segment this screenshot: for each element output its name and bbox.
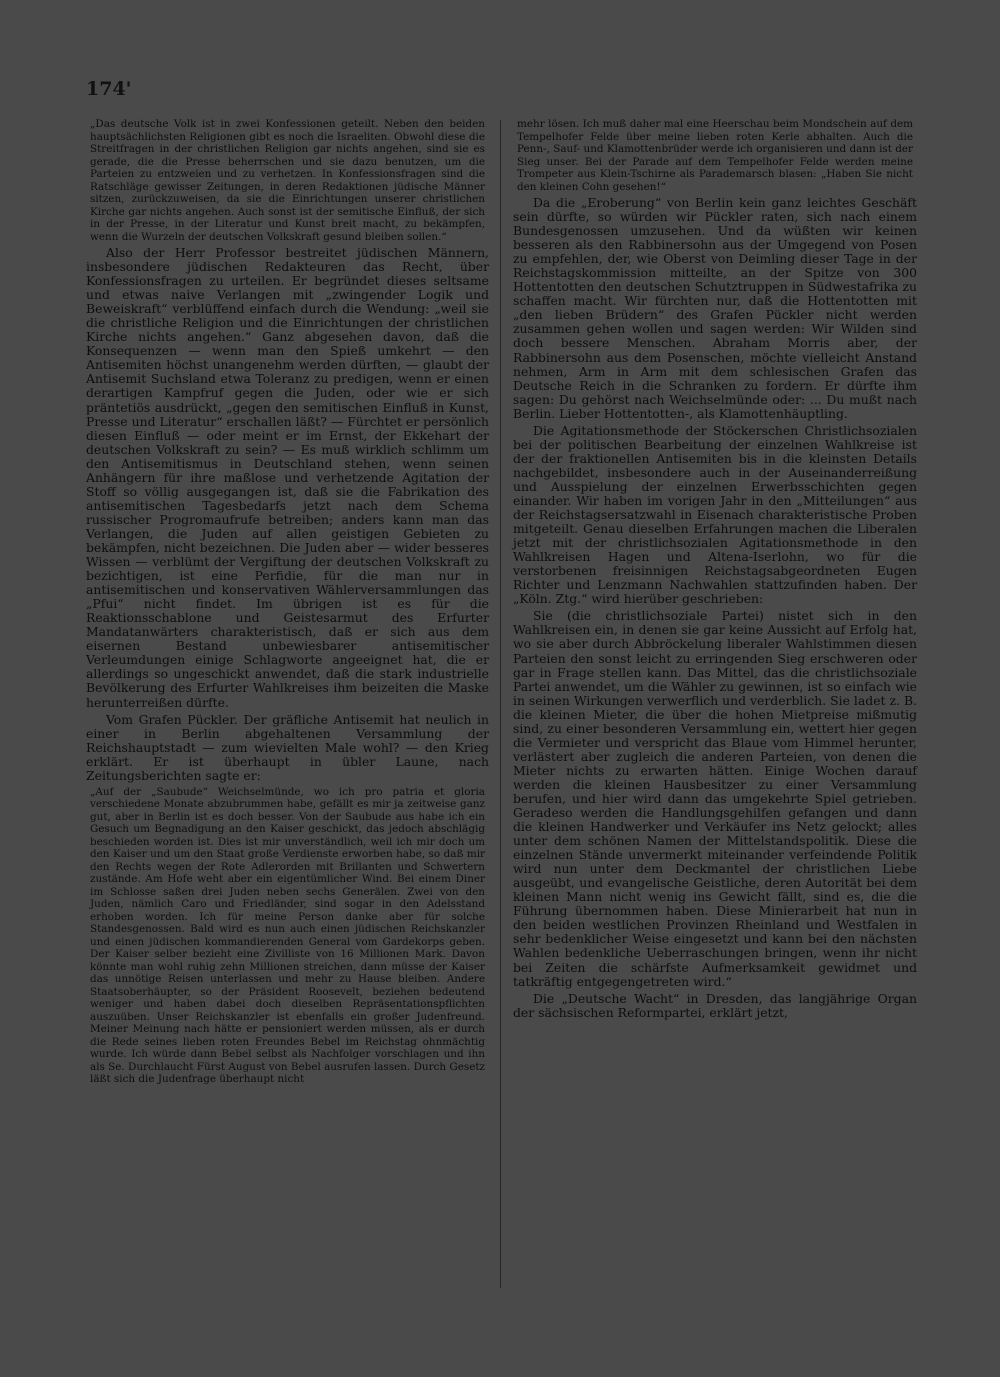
body-paragraph: Also der Herr Professor bestreitet jüdischen Männern, insbesondere jüdischen Redakteuren das Recht, über Konfessionsfragen zu urteilen. Er begründet dieses seltsame und etwas naive Verlangen mit „zwingender Logik und Beweiskraft“ verblüffend einfach durch die Wendung: „weil sie die christliche Religion und die Einrichtungen der christlichen Kirche nichts angehen.“ Ganz abgesehen davon, daß die Konsequenzen — wenn man den Spieß umkehrt — den Antisemiten höchst unangenehm werden dürften, — glaubt der Antisemit Suchsland etwa Toleranz zu predigen, wenn er einen derartigen Kampfruf gegen die Juden, oder wie er sich präntetiös ausdrückt, „gegen den semitischen Einfluß in Kunst, Presse und Literatur“ erschallen läßt? — Fürchtet er persönlich diesen Einfluß — oder meint er im Ernst, der Ekkehart der deutschen Volkskraft zu sein? — Es muß wirklich schlimm um den Antisemitismus in Deutschland stehen, wenn seinen Anhängern für ihre maßlose und verhetzende Agitation der Stoff so völlig ausgegangen ist, daß sie die Fabrikation des antisemitischen Tagesbedarfs jetzt nach dem Schema russischer Progromaufrufe betreiben; anders kann man das Verlangen, die Juden auf allen geistigen Gebieten zu bekämpfen, nicht bezeichnen. Die Juden aber — wider besseres Wissen — verblümt der Vergiftung der deutschen Volkskraft zu bezichtigen, ist eine Perfidie, für die man nur in antisemitischen und konservativen Wählerversammlungen das „Pfui“ nicht findet. Im übrigen ist es für die Reaktionsschablone und Geistesarmut des Erfurter Mandatanwärters charakteristisch, daß er sich aus dem eisernen Bestand unbewiesbarer antisemitischer Verleumdungen einige Schlagworte angeeignet hat, die er allerdings so ungeschickt anwendet, daß die stark industrielle Bevölkerung des Erfurter Wahlkreises ihm beizeiten die Maske herunterreißen dürfte.	[86, 245, 489, 710]
quote-paragraph: mehr lösen. Ich muß daher mal eine Heerschau beim Mondschein auf dem Tempelhofer Felde über meine lieben roten Kerle abhalten. Auch die Penn-, Sauf- und Klamottenbrüder werde ich organisieren und dann ist der Sieg unser. Bei der Parade auf dem Tempelhofer Felde werden meine Trompeter aus Klein-Tschirne als Parademarsch blasen: „Haben Sie nicht den kleinen Cohn gesehen!“	[517, 118, 913, 193]
section-paragraph-deutsche-wacht: Die „Deutsche Wacht“ in Dresden, das langjährige Organ der sächsischen Reformpartei, erklärt jetzt,	[513, 990, 917, 1020]
left-column	[86, 118, 489, 1089]
right-column	[513, 118, 917, 1023]
section-paragraph-pueckler: Vom Grafen Pückler. Der gräfliche Antisemit hat neulich in einer in Berlin abgehaltenen Versammlung der Reichshauptstadt — zum wievielten Male wohl? — den Krieg erklärt. Er ist überhaupt in übler Laune, nach Zeitungsberichten sagte er:	[86, 711, 489, 783]
body-paragraph: Da die „Eroberung“ von Berlin kein ganz leichtes Geschäft sein dürfte, so würden wir Pückler raten, sich nach einem Bundesgenossen umzusehen. Und da wüßten wir keinen besseren als den Rabbinersohn aus der Umgegend von Posen zu empfehlen, der, wie Oberst von Deimling dieser Tage in der Reichstagskommission mitteilte, an der Spitze von 300 Hottentotten den deutschen Schutztruppen in Südwestafrika zu schaffen macht. Wir fürchten nur, daß die Hottentotten mit „den lieben Brüdern“ des Grafen Pückler nicht werden zusammen gehen wollen und sagen werden: Wir Wilden sind doch bessere Menschen. Abraham Morris aber, der Rabbinersohn aus dem Posenschen, möchte vielleicht Anstand nehmen, Arm in Arm mit dem schlesischen Grafen das Deutsche Reich in die Schranken zu fordern. Er dürfte ihm sagen: Du gehörst nach Weichselmünde oder: ... Du mußt nach Berlin. Lieber Hottentotten-, als Klamottenhäuptling.	[513, 195, 917, 421]
body-paragraph: Sie (die christlichsoziale Partei) nistet sich in den Wahlkreisen ein, in denen sie gar keine Aussicht auf Erfolg hat, wo sie aber durch Abbröckelung liberaler Wahlstimmen diesen Parteien den sonst leicht zu erringenden Sieg erschweren oder gar in Frage stellen kann. Das Mittel, das die christlichsoziale Partei anwendet, um die Wähler zu gewinnen, ist so einfach wie in seinen Wirkungen verwerflich und verderblich. Sie ladet z. B. die kleinen Mieter, die über die hohen Mietpreise mißmutig sind, zu einer besonderen Versammlung ein, wettert hier gegen die Vermieter und verspricht das Blaue vom Himmel herunter, verlästert aber zugleich die anderen Parteien, von denen die Mieter nichts zu erwarten hätten. Einige Wochen darauf werden die kleinen Hausbesitzer zu einer Versammlung berufen, und hier wird dann das umgekehrte Spiel getrieben. Geradeso werden die Handlungsgehilfen gefangen und dann die kleinen Handwerker und Verkäufer ins Netz gelockt; alles unter dem schönen Namen der Mittelstandspolitik. Diese die einzelnen Stände unvermerkt miteinander verfeindende Politik wird nun unter dem Deckmantel der christlichen Liebe ausgeübt, und evangelische Geistliche, deren Autorität bei dem kleinen Mann nicht wenig ins Gewicht fällt, sind es, die die Führung übernommen haben. Diese Minierarbeit hat nun in den beiden westlichen Provinzen Rheinland und Westfalen in sehr bedenklicher Weise eingesetzt und kann bei den nächsten Wahlen bedenkliche Ueberraschungen bringen, wenn ihr nicht bei Zeiten die schärfste Aufmerksamkeit gewidmet und tatkräftig entgegengetreten wird.“	[513, 608, 917, 989]
page-number: 174'	[86, 78, 132, 100]
column-divider	[500, 120, 501, 1288]
quote-paragraph: „Auf der „Saubude“ Weichselmünde, wo ich pro patria et gloria verschiedene Monate abzubrummen habe, gefällt es mir ja zeitweise ganz gut, aber in Berlin ist es doch besser. Von der Saubude aus habe ich ein Gesuch um Begnadigung an den Kaiser geschickt, das jedoch abschlägig beschieden worden ist. Dies ist mir unverständlich, weil ich mir doch um den Kaiser und um den Staat große Verdienste erworben habe, so daß mir den Rechts wegen der Rote Adlerorden mit Brillanten und Schwertern zustände. Am Hofe weht aber ein eigentümlicher Wind. Bei einem Diner im Schlosse saßen drei Juden neben sechs Generälen. Zwei von den Juden, nämlich Caro und Friedländer, sind sogar in den Adelsstand erhoben worden. Ich für meine Person danke aber für solche Standesgenossen. Bald wird es nun auch einen jüdischen Reichskanzler und einen jüdischen kommandierenden General vom Gardekorps geben. Der Kaiser selber bezieht eine Zivilliste von 16 Millionen Mark. Davon könnte man wohl ruhig zehn Millionen streichen, dann müsse der Kaiser das unnötige Reisen unterlassen und mehr zu Hause bleiben. Andere Staatsoberhäupter, so der Präsident Roosevelt, beziehen bedeutend weniger und haben dabei doch dieselben Repräsentationspflichten auszuüben. Unser Reichskanzler ist ebenfalls ein großer Judenfreund. Meiner Meinung nach hätte er pensioniert werden müssen, als er durch die Rede seines lieben roten Freundes Bebel im Reichstag ohnmächtig wurde. Ich würde dann Bebel selbst als Nachfolger vorschlagen und ihn als Se. Durchlaucht Fürst August von Bebel ausrufen lassen. Durch Gesetz läßt sich die Judenfrage überhaupt nicht	[90, 785, 485, 1086]
section-paragraph-agitation: Die Agitationsmethode der Stöckerschen Christlichsozialen bei der politischen Bearbeitung der einzelnen Wahlkreise ist der der fraktionellen Antisemiten bis in die kleinsten Details nachgebildet, insbesondere auch in der Auseinanderreißung und Ausspielung der einzelnen Erwerbsschichten gegen einander. Wir haben im vorigen Jahr in den „Mitteilungen“ aus der Reichstagsersatzwahl in Eisenach charakteristische Proben mitgeteilt. Genau dieselben Erfahrungen machen die Liberalen jetzt mit der christlichsozialen Agitationsmethode in den Wahlkreisen Hagen und Altena-Iserlohn, wo für die verstorbenen freisinnigen Reichstagsabgeordneten Eugen Richter und Lenzmann Nachwahlen stattzufinden haben. Der „Köln. Ztg.“ wird hierüber geschrieben:	[513, 422, 917, 607]
quote-paragraph: „Das deutsche Volk ist in zwei Konfessionen geteilt. Neben den beiden hauptsächlichsten Religionen gibt es noch die Israeliten. Obwohl diese die Streitfragen in der christlichen Religion gar nichts angehen, sind sie es gerade, die die Presse beherrschen und sie dazu benutzen, um die Parteien zu entzweien und zu verhetzen. In Konfessionsfragen sind die Ratschläge gewisser Zeitungen, in deren Redaktionen jüdische Männer sitzen, zurückzuweisen, da sie die Einrichtungen unserer christlichen Kirche gar nichts angehen. Auch sonst ist der semitische Einfluß, der sich in der Presse, in der Literatur und Kunst breit macht, zu bekämpfen, wenn die Wurzeln der deutschen Volkskraft gesund bleiben sollen.“	[90, 118, 485, 243]
